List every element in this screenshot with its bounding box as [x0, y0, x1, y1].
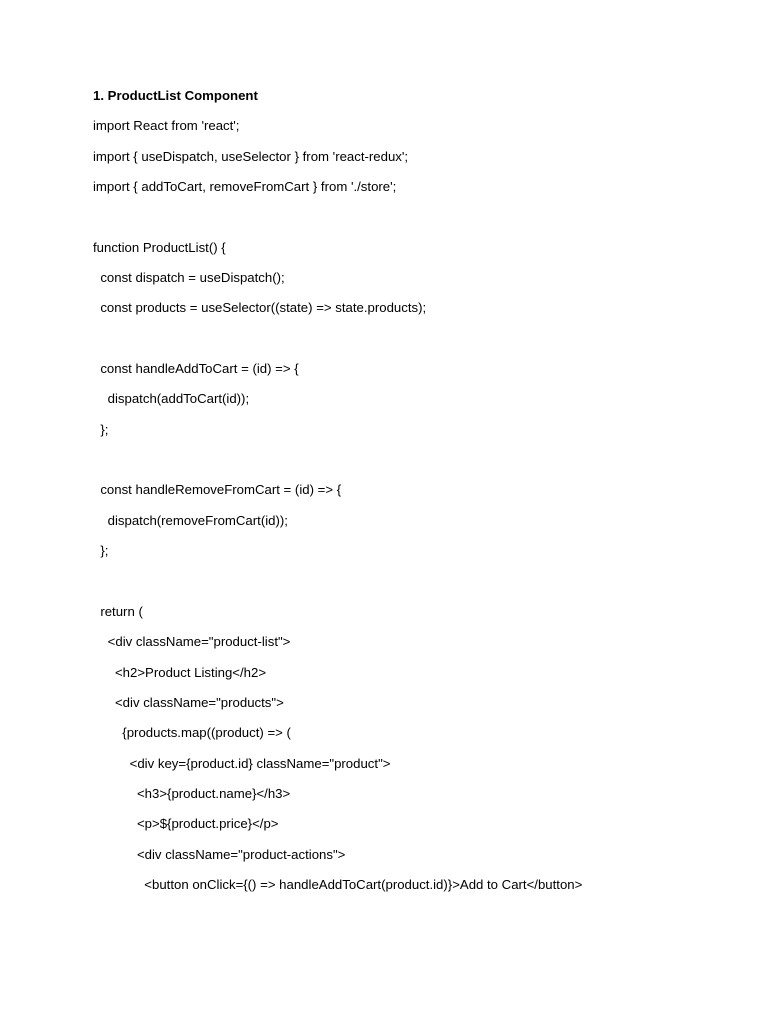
code-line: {products.map((product) => (: [93, 725, 291, 741]
code-line: const dispatch = useDispatch();: [93, 270, 285, 286]
code-line: dispatch(removeFromCart(id));: [93, 512, 288, 528]
blank-line: [93, 329, 733, 359]
blank-line: [93, 572, 733, 602]
code-line: };: [93, 543, 109, 559]
code-line: import { addToCart, removeFromCart } from './store';: [93, 179, 397, 195]
code-line: <h3>{product.name}</h3>: [93, 785, 291, 801]
code-line: dispatch(addToCart(id));: [93, 391, 250, 407]
code-line: return (: [93, 603, 143, 619]
code-line: import React from 'react';: [93, 118, 240, 134]
code-line: <div key={product.id} className="product">: [93, 755, 391, 771]
code-line: import { useDispatch, useSelector } from 'react-redux';: [93, 148, 409, 164]
code-line: <button onClick={() => handleAddToCart(product.id)}>Add to Cart</button>: [93, 876, 583, 892]
code-line: <div className="product-actions">: [93, 846, 346, 862]
code-line: function ProductList() {: [93, 239, 226, 255]
code-line: <p>${product.price}</p>: [93, 816, 279, 832]
code-line: <h2>Product Listing</h2>: [93, 664, 267, 680]
blank-line: [93, 450, 733, 480]
document-body: [93, 86, 733, 905]
code-line: };: [93, 421, 109, 437]
code-line: const handleAddToCart = (id) => {: [93, 361, 299, 377]
code-line: const handleRemoveFromCart = (id) => {: [93, 482, 342, 498]
blank-line: [93, 207, 733, 237]
code-line: <div className="product-list">: [93, 634, 291, 650]
code-line: <div className="products">: [93, 694, 284, 710]
code-line: const products = useSelector((state) => state.products);: [93, 300, 427, 316]
section-heading: 1. ProductList Component: [93, 88, 258, 103]
